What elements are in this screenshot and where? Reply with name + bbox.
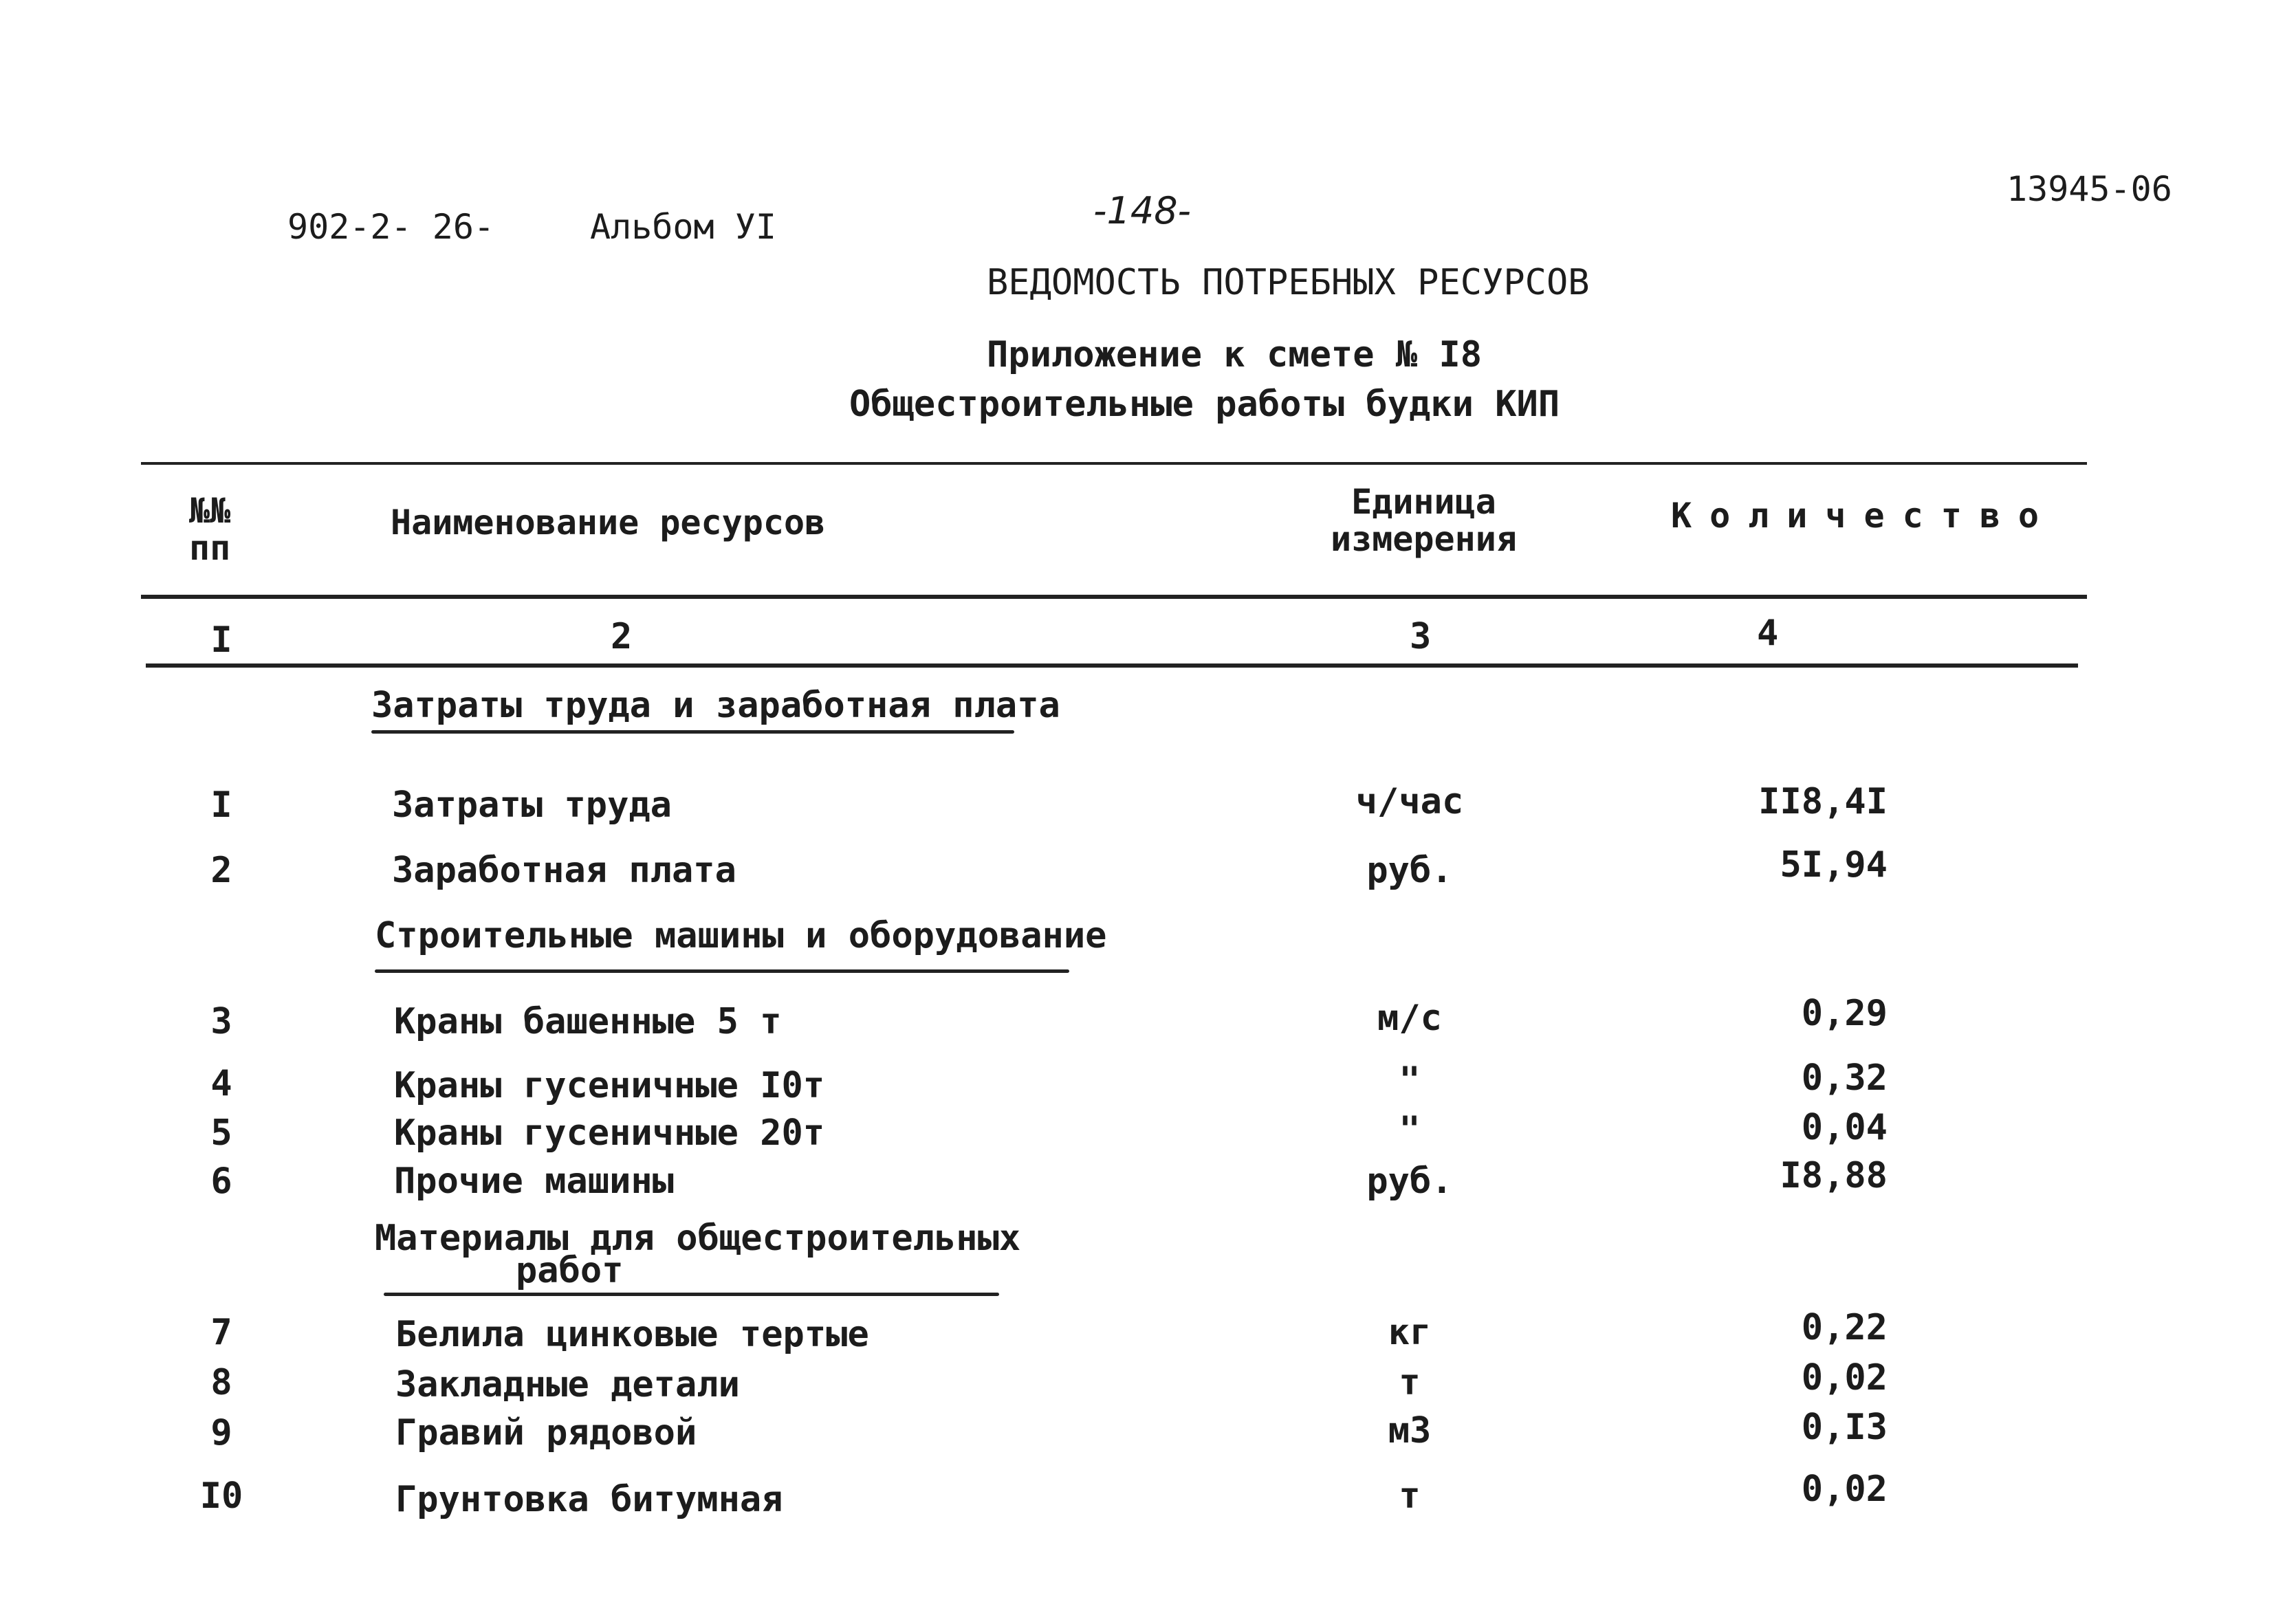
section-underline-machines <box>375 969 1069 973</box>
column-header-quantity: Количество <box>1671 496 2057 536</box>
row-quantity: II8,4I <box>1758 781 1888 822</box>
row-quantity: 0,04 <box>1801 1107 1888 1148</box>
row-quantity: 5I,94 <box>1780 844 1888 886</box>
row-quantity: 0,32 <box>1801 1057 1888 1099</box>
column-index-3: 3 <box>1410 616 1432 657</box>
row-quantity: 0,22 <box>1801 1307 1888 1348</box>
row-unit: руб. <box>1366 1161 1453 1202</box>
row-name: Краны гусеничные 20т <box>394 1112 825 1154</box>
row-unit: т <box>1399 1475 1421 1517</box>
row-quantity: I8,88 <box>1780 1155 1888 1196</box>
column-header-number <box>189 491 231 568</box>
section-title-materials: Материалы для общестроительных <box>375 1218 1021 1259</box>
row-unit: м3 <box>1388 1410 1432 1451</box>
row-name: Краны гусеничные I0т <box>394 1065 825 1106</box>
page-number: -148- <box>1093 189 1192 232</box>
column-header-unit-line1: Единица <box>1351 482 1496 522</box>
archive-number: 13945-06 <box>2007 169 2172 209</box>
album-label: Альбом УI <box>590 207 776 247</box>
row-number: 9 <box>210 1412 232 1453</box>
row-unit: т <box>1399 1362 1421 1403</box>
row-quantity: 0,02 <box>1801 1469 1888 1510</box>
row-unit: " <box>1399 1060 1421 1101</box>
row-name: Прочие машины <box>394 1161 674 1202</box>
column-index-1: I <box>210 619 232 661</box>
row-name: Заработная плата <box>392 850 736 891</box>
row-unit: кг <box>1388 1312 1432 1353</box>
column-index-4: 4 <box>1757 613 1779 654</box>
table-index-rule <box>146 663 2078 668</box>
row-unit: ч/час <box>1355 781 1464 822</box>
row-number: I0 <box>199 1475 243 1517</box>
section-title-labor: Затраты труда и заработная плата <box>371 685 1060 726</box>
page-title: ВЕДОМОСТЬ ПОТРЕБНЫХ РЕСУРСОВ <box>987 262 1590 303</box>
section-underline-materials <box>384 1293 999 1296</box>
section-underline-labor <box>371 730 1014 734</box>
row-unit: руб. <box>1366 850 1453 891</box>
row-number: 6 <box>210 1161 232 1202</box>
table-top-rule <box>141 462 2087 465</box>
row-name: Грунтовка битумная <box>395 1479 783 1520</box>
row-quantity: 0,02 <box>1801 1357 1888 1398</box>
row-number: 8 <box>210 1362 232 1403</box>
subject-title: Общестроительные работы будки КИП <box>849 384 1560 425</box>
column-header-number-line2: пп <box>189 528 231 568</box>
appendix-title: Приложение к смете № I8 <box>987 334 1483 375</box>
row-number: 3 <box>210 1001 232 1042</box>
column-header-number-line1: №№ <box>189 491 231 531</box>
section-title-materials-line2: работ <box>516 1250 624 1291</box>
row-number: 7 <box>210 1312 232 1353</box>
table-header-rule <box>141 595 2087 599</box>
column-header-unit-line2: измерения <box>1331 519 1517 559</box>
row-number: 5 <box>210 1112 232 1154</box>
column-header-name: Наименование ресурсов <box>391 503 826 542</box>
row-number: I <box>210 784 232 826</box>
document-code: 902-2- 26- <box>287 207 495 247</box>
row-name: Закладные детали <box>395 1364 740 1405</box>
row-unit: м/с <box>1377 998 1442 1039</box>
row-quantity: 0,I3 <box>1801 1407 1888 1448</box>
row-unit: " <box>1399 1109 1421 1150</box>
row-name: Краны башенные 5 т <box>394 1001 782 1042</box>
row-name: Белила цинковые тертые <box>395 1314 869 1355</box>
row-quantity: 0,29 <box>1801 993 1888 1034</box>
row-number: 4 <box>210 1063 232 1104</box>
column-header-unit <box>1331 482 1517 559</box>
row-name: Гравий рядовой <box>395 1412 697 1453</box>
column-index-2: 2 <box>611 616 633 657</box>
section-title-machines: Строительные машины и оборудование <box>375 915 1107 956</box>
row-name: Затраты труда <box>392 784 672 826</box>
row-number: 2 <box>210 850 232 891</box>
